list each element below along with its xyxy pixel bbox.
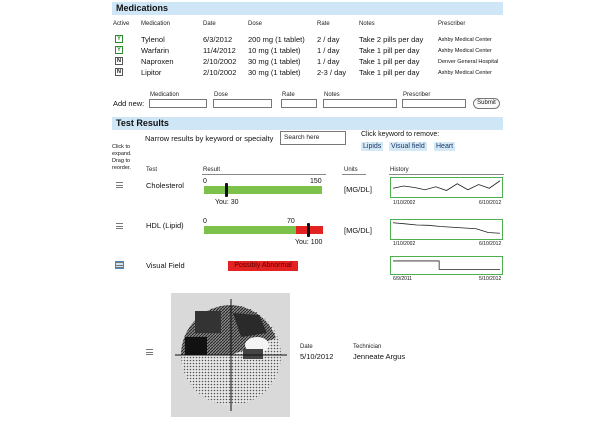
- detail-technician-value: Jenneate Argus: [353, 352, 406, 361]
- search-input[interactable]: Search here: [280, 131, 346, 145]
- med-dose: 30 mg (1 tablet): [248, 57, 301, 66]
- drag-handle-icon[interactable]: [116, 182, 123, 188]
- med-rate: 2 / day: [317, 35, 340, 44]
- test-results-header-bar: [112, 117, 503, 130]
- med-prescriber: Ashby Medical Center: [438, 37, 492, 43]
- keyword-lipids[interactable]: Lipids: [363, 143, 382, 150]
- value-marker: [307, 223, 310, 237]
- med-prescriber: Ashby Medical Center: [438, 70, 492, 76]
- med-dose: 200 mg (1 tablet): [248, 35, 305, 44]
- test-results-title: Test Results: [116, 118, 169, 128]
- col-header-date: Date: [203, 21, 216, 27]
- detail-date-value: 5/10/2012: [300, 352, 334, 361]
- med-rate: 1 / day: [317, 57, 340, 66]
- add-dose-label: Dose: [214, 92, 229, 98]
- active-checkbox[interactable]: N: [115, 68, 123, 76]
- add-rate-label: Rate: [282, 92, 295, 98]
- units-value: [MG/DL]: [344, 226, 372, 235]
- range-min: 0: [203, 218, 207, 225]
- med-date: 2/10/2002: [203, 57, 237, 66]
- add-notes-input[interactable]: [323, 99, 397, 108]
- drag-handle-icon[interactable]: [116, 223, 123, 229]
- med-notes: Take 1 pill per day: [359, 57, 420, 66]
- col-header-rate: Rate: [317, 21, 330, 27]
- history-polyline: [393, 261, 500, 269]
- history-underline: [389, 174, 504, 175]
- med-date: 6/3/2012: [203, 35, 233, 44]
- active-checkbox[interactable]: Y: [115, 35, 123, 43]
- med-notes: Take 1 pill per day: [359, 68, 420, 77]
- add-rate-input[interactable]: [281, 99, 317, 108]
- history-start-date: 6/9/2011: [393, 276, 413, 282]
- reorder-hint: Click to expand. Drag to reorder.: [112, 144, 132, 171]
- add-prescriber-label: Prescriber: [403, 92, 431, 98]
- normal-range-bar: [204, 226, 296, 234]
- history-start-date: 1/10/2002: [393, 200, 416, 206]
- keyword-remove-label: Click keyword to remove:: [361, 131, 440, 138]
- med-name: Tylenol: [141, 35, 165, 44]
- col-header-history: History: [390, 167, 409, 173]
- active-checkbox[interactable]: Y: [115, 46, 123, 54]
- result-underline: [202, 174, 326, 175]
- med-prescriber: Ashby Medical Center: [438, 48, 492, 54]
- col-header-units: Units: [344, 167, 358, 173]
- test-name: Cholesterol: [146, 181, 184, 190]
- med-name: Lipitor: [141, 68, 162, 77]
- add-medication-input[interactable]: [149, 99, 207, 108]
- abnormal-status-badge: Possibly Abnormal: [228, 261, 298, 271]
- med-rate: 1 / day: [317, 46, 340, 55]
- med-rate: 2-3 / day: [317, 68, 347, 77]
- history-end-date: 6/10/2012: [479, 241, 502, 247]
- col-header-notes: Notes: [359, 21, 375, 27]
- col-header-active: Active: [113, 21, 130, 27]
- active-checkbox[interactable]: N: [115, 57, 123, 65]
- med-date: 11/4/2012: [203, 46, 236, 55]
- range-max: 150: [310, 178, 322, 185]
- drag-handle-icon[interactable]: [146, 349, 153, 355]
- col-header-medication: Medication: [141, 21, 171, 27]
- med-prescriber: Denver General Hospital: [438, 59, 499, 65]
- medications-header-bar: [112, 2, 503, 15]
- you-value: You: 100: [295, 239, 323, 246]
- col-header-prescriber: Prescriber: [438, 21, 466, 27]
- med-date: 2/10/2002: [203, 68, 237, 77]
- history-sparkline[interactable]: [390, 177, 503, 198]
- col-header-dose: Dose: [248, 21, 263, 27]
- detail-date-label: Date: [300, 344, 313, 350]
- history-polyline: [393, 181, 500, 191]
- add-new-label: Add new:: [113, 99, 145, 108]
- history-end-date: 5/10/2012: [479, 276, 502, 282]
- submit-button[interactable]: Submit: [473, 98, 500, 109]
- history-line: [391, 178, 502, 197]
- detail-technician-label: Technician: [353, 344, 382, 350]
- med-notes: Take 1 pill per day: [359, 46, 420, 55]
- add-prescriber-input[interactable]: [402, 99, 466, 108]
- keyword-heart[interactable]: Heart: [436, 143, 454, 150]
- med-name: Naproxen: [141, 57, 174, 66]
- add-medication-label: Medication: [150, 92, 180, 98]
- drag-handle-icon[interactable]: [116, 262, 123, 268]
- history-end-date: 6/10/2012: [479, 200, 502, 206]
- range-min: 0: [203, 178, 207, 185]
- you-value: You: 30: [215, 199, 239, 206]
- med-name: Warfarin: [141, 46, 170, 55]
- med-notes: Take 2 pills per day: [359, 35, 424, 44]
- history-start-date: 1/10/2002: [393, 241, 416, 247]
- units-underline: [342, 174, 366, 175]
- add-notes-label: Notes: [324, 92, 340, 98]
- medications-title: Medications: [116, 3, 169, 13]
- test-name: Visual Field: [146, 261, 185, 270]
- med-dose: 30 mg (1 tablet): [248, 68, 301, 77]
- narrow-results-label: Narrow results by keyword or specialty: [145, 134, 274, 143]
- med-dose: 10 mg (1 tablet): [248, 46, 301, 55]
- visual-field-plot: [171, 293, 290, 417]
- history-line: [391, 220, 502, 239]
- visual-field-image[interactable]: [171, 293, 290, 417]
- units-value: [MG/DL]: [344, 185, 372, 194]
- range-max: 70: [287, 218, 295, 225]
- add-dose-input[interactable]: [213, 99, 272, 108]
- col-header-result: Result: [203, 167, 221, 173]
- history-polyline: [393, 223, 500, 234]
- history-line: [391, 257, 502, 274]
- history-sparkline[interactable]: [390, 256, 503, 275]
- col-header-test: Test: [146, 167, 158, 173]
- history-sparkline[interactable]: [390, 219, 503, 240]
- normal-range-bar: [204, 186, 322, 194]
- test-name: HDL (Lipid): [146, 221, 184, 230]
- keyword-visual-field[interactable]: Visual field: [391, 143, 425, 150]
- value-marker: [225, 183, 228, 197]
